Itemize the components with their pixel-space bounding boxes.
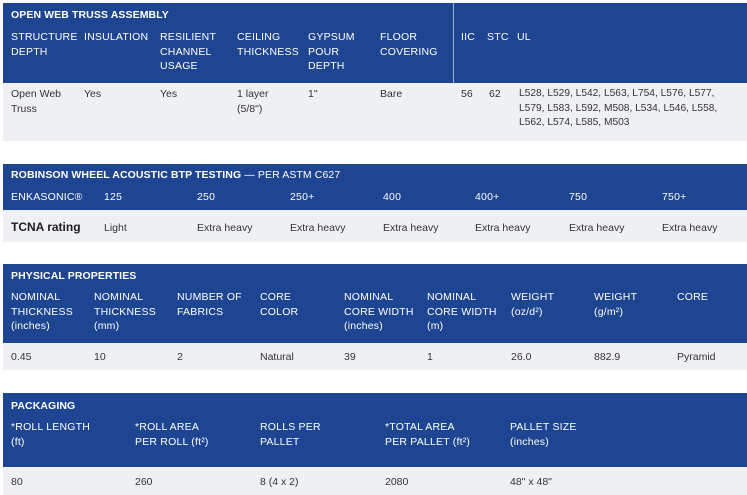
robinson-col-125: 125	[104, 191, 123, 203]
packaging-cell-total-area: 2080	[385, 476, 409, 488]
truss-col-stc: STC	[487, 31, 509, 43]
robinson-cell-750-plus: Extra heavy	[662, 222, 718, 234]
physical-cell-thickness-mm: 10	[94, 351, 106, 363]
physical-col-fabrics: NUMBER OF FABRICS	[177, 291, 242, 318]
physical-col-thickness-in: NOMINAL THICKNESS (inches)	[11, 291, 73, 332]
physical-cell-weight-oz: 26.0	[511, 351, 532, 363]
robinson-cell-tcna-label: TCNA rating	[11, 220, 81, 234]
physical-col-core: CORE	[677, 291, 709, 303]
physical-cell-core: Pyramid	[677, 351, 716, 363]
truss-section-title: OPEN WEB TRUSS ASSEMBLY	[11, 9, 169, 21]
packaging-cell-rolls-per-pallet: 8 (4 x 2)	[260, 476, 299, 488]
robinson-data-row	[3, 210, 747, 242]
physical-col-core-color: CORE COLOR	[260, 291, 299, 318]
truss-col-resilient-channel: RESILIENT CHANNEL USAGE	[160, 31, 216, 72]
physical-header-band	[3, 264, 747, 343]
robinson-col-400-plus: 400+	[475, 191, 500, 203]
robinson-col-400: 400	[383, 191, 402, 203]
robinson-col-750-plus: 750+	[662, 191, 687, 203]
physical-cell-core-width-m: 1	[427, 351, 433, 363]
truss-cell-insulation: Yes	[84, 88, 102, 100]
physical-cell-core-width-in: 39	[344, 351, 356, 363]
robinson-cell-250: Extra heavy	[197, 222, 253, 234]
packaging-section-title: PACKAGING	[11, 400, 76, 412]
physical-col-core-width-m: NOMINAL CORE WIDTH (m)	[427, 291, 497, 332]
robinson-col-enkasonic: ENKASONIC®	[11, 191, 83, 203]
robinson-section-title	[11, 169, 340, 181]
packaging-col-pallet-size: PALLET SIZE (inches)	[510, 421, 577, 448]
robinson-cell-400: Extra heavy	[383, 222, 439, 234]
robinson-cell-125: Light	[104, 222, 127, 234]
truss-cell-stc: 62	[489, 88, 501, 100]
truss-divider	[453, 3, 454, 83]
packaging-cell-roll-area: 260	[135, 476, 153, 488]
truss-col-insulation: INSULATION	[84, 31, 149, 43]
robinson-col-750: 750	[569, 191, 588, 203]
robinson-title-text: ROBINSON WHEEL ACOUSTIC BTP TESTING	[11, 169, 242, 181]
packaging-col-roll-length: *ROLL LENGTH (ft)	[11, 421, 91, 448]
physical-cell-fabrics: 2	[177, 351, 183, 363]
robinson-col-250: 250	[197, 191, 216, 203]
robinson-cell-400-plus: Extra heavy	[475, 222, 531, 234]
physical-col-thickness-mm: NOMINAL THICKNESS (mm)	[94, 291, 156, 332]
physical-section-title: PHYSICAL PROPERTIES	[11, 270, 137, 282]
packaging-col-roll-area: *ROLL AREA PER ROLL (ft²)	[135, 421, 209, 448]
truss-cell-structure-depth: Open Web Truss	[11, 88, 62, 115]
truss-col-gypsum-pour: GYPSUM POUR DEPTH	[308, 31, 355, 72]
robinson-cell-750: Extra heavy	[569, 222, 625, 234]
robinson-subtitle-text: — PER ASTM C627	[244, 169, 341, 181]
packaging-data-row	[3, 467, 747, 495]
packaging-header-band	[3, 393, 747, 467]
truss-cell-resilient-channel: Yes	[160, 88, 178, 100]
truss-col-iic: IIC	[461, 31, 476, 43]
packaging-cell-roll-length: 80	[11, 476, 23, 488]
truss-col-ceiling-thickness: CEILING THICKNESS	[237, 31, 299, 58]
packaging-cell-pallet-size: 48" x 48"	[510, 476, 552, 488]
packaging-col-rolls-per-pallet: ROLLS PER PALLET	[260, 421, 321, 448]
truss-col-structure-depth: STRUCTURE DEPTH	[11, 31, 78, 58]
truss-cell-ceiling-thickness: 1 layer (5/8")	[237, 88, 269, 115]
packaging-col-total-area: *TOTAL AREA PER PALLET (ft²)	[385, 421, 471, 448]
truss-cell-iic: 56	[461, 88, 473, 100]
truss-data-row	[3, 83, 747, 141]
robinson-header-band	[3, 164, 747, 210]
physical-col-weight-g: WEIGHT (g/m²)	[594, 291, 638, 318]
truss-cell-floor-covering: Bare	[380, 88, 403, 100]
physical-data-row	[3, 343, 747, 370]
robinson-col-250-plus: 250+	[290, 191, 315, 203]
physical-cell-weight-g: 882.9	[594, 351, 621, 363]
truss-cell-ul: L528, L529, L542, L563, L754, L576, L577, L579, L583, L592, M508, L534, L546, L558, L562, L574, L585, M503	[519, 88, 718, 128]
truss-col-ul: UL	[517, 31, 531, 43]
physical-cell-core-color: Natural	[260, 351, 294, 363]
truss-header-band	[3, 3, 747, 83]
truss-cell-gypsum-pour: 1"	[308, 88, 318, 100]
robinson-cell-250-plus: Extra heavy	[290, 222, 346, 234]
physical-cell-thickness-in: 0.45	[11, 351, 32, 363]
physical-col-weight-oz: WEIGHT (oz/d²)	[511, 291, 555, 318]
truss-col-floor-covering: FLOOR COVERING	[380, 31, 438, 58]
physical-col-core-width-in: NOMINAL CORE WIDTH (inches)	[344, 291, 414, 332]
